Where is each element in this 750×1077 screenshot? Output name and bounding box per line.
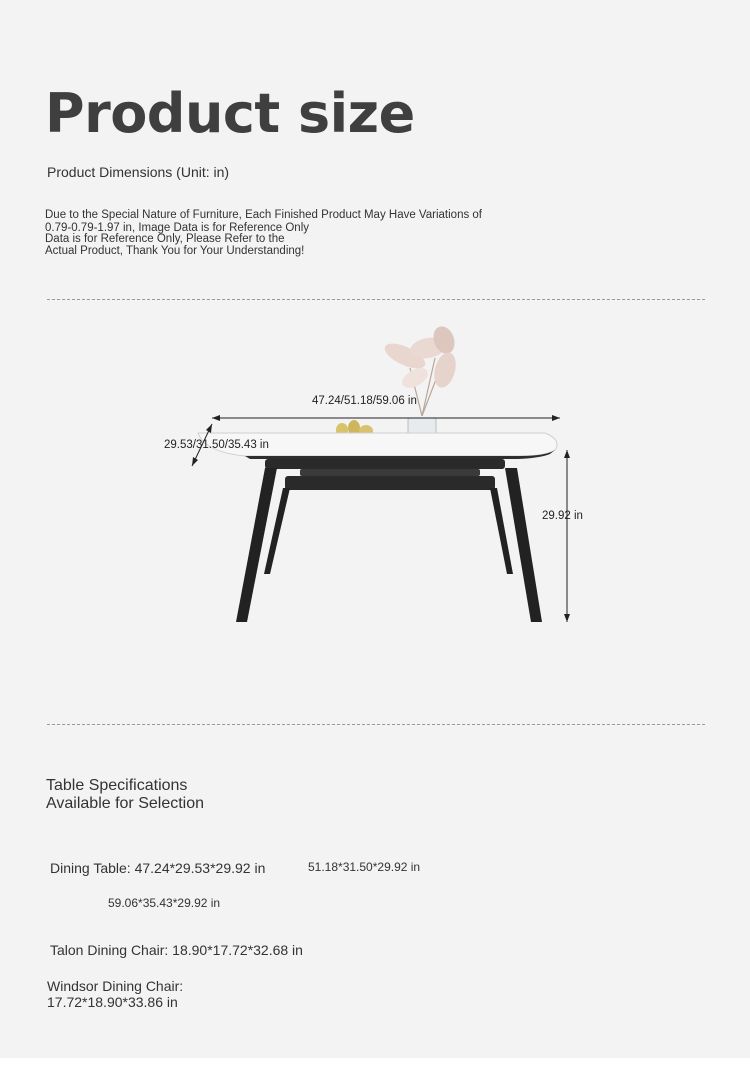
width-dimension-label: 47.24/51.18/59.06 in bbox=[312, 395, 417, 407]
specifications-title bbox=[46, 777, 204, 813]
dining-table-illustration bbox=[150, 318, 600, 638]
dimensions-unit-subtitle: Product Dimensions (Unit: in) bbox=[47, 164, 230, 180]
dining-table-option-2: 51.18*31.50*29.92 in bbox=[308, 860, 421, 874]
width-dimension-arrow bbox=[212, 415, 560, 421]
notice-line-4: Actual Product, Thank You for Your Understanding! bbox=[45, 245, 305, 257]
page-title: Product size bbox=[45, 82, 415, 145]
height-dimension-label: 29.92 in bbox=[542, 510, 583, 522]
windsor-chair-spec-line-1: Windsor Dining Chair: bbox=[47, 978, 184, 994]
dining-table-option-3: 59.06*35.43*29.92 in bbox=[108, 896, 221, 910]
talon-chair-spec: Talon Dining Chair: 18.90*17.72*32.68 in bbox=[50, 942, 303, 958]
dining-table-spec: Dining Table: 47.24*29.53*29.92 in bbox=[50, 860, 266, 876]
specifications-title-line-1: Table Specifications bbox=[46, 777, 188, 794]
top-divider bbox=[47, 299, 705, 300]
bottom-divider bbox=[47, 724, 705, 725]
windsor-chair-spec-line-2: 17.72*18.90*33.86 in bbox=[47, 994, 178, 1010]
windsor-chair-spec bbox=[47, 978, 183, 1010]
table-legs bbox=[236, 468, 542, 622]
height-dimension-arrow bbox=[564, 450, 570, 622]
table-frame bbox=[265, 459, 505, 490]
notice-line-2: 0.79-0.79-1.97 in, Image Data is for Reference Only bbox=[45, 222, 310, 234]
notice-line-3: Data is for Reference Only, Please Refer to the bbox=[45, 233, 285, 245]
depth-dimension-label: 29.53/31.50/35.43 in bbox=[164, 439, 269, 451]
notice-line-1: Due to the Special Nature of Furniture, Each Finished Product May Have Variations of bbox=[45, 209, 483, 221]
specifications-title-line-2: Available for Selection bbox=[46, 795, 205, 812]
